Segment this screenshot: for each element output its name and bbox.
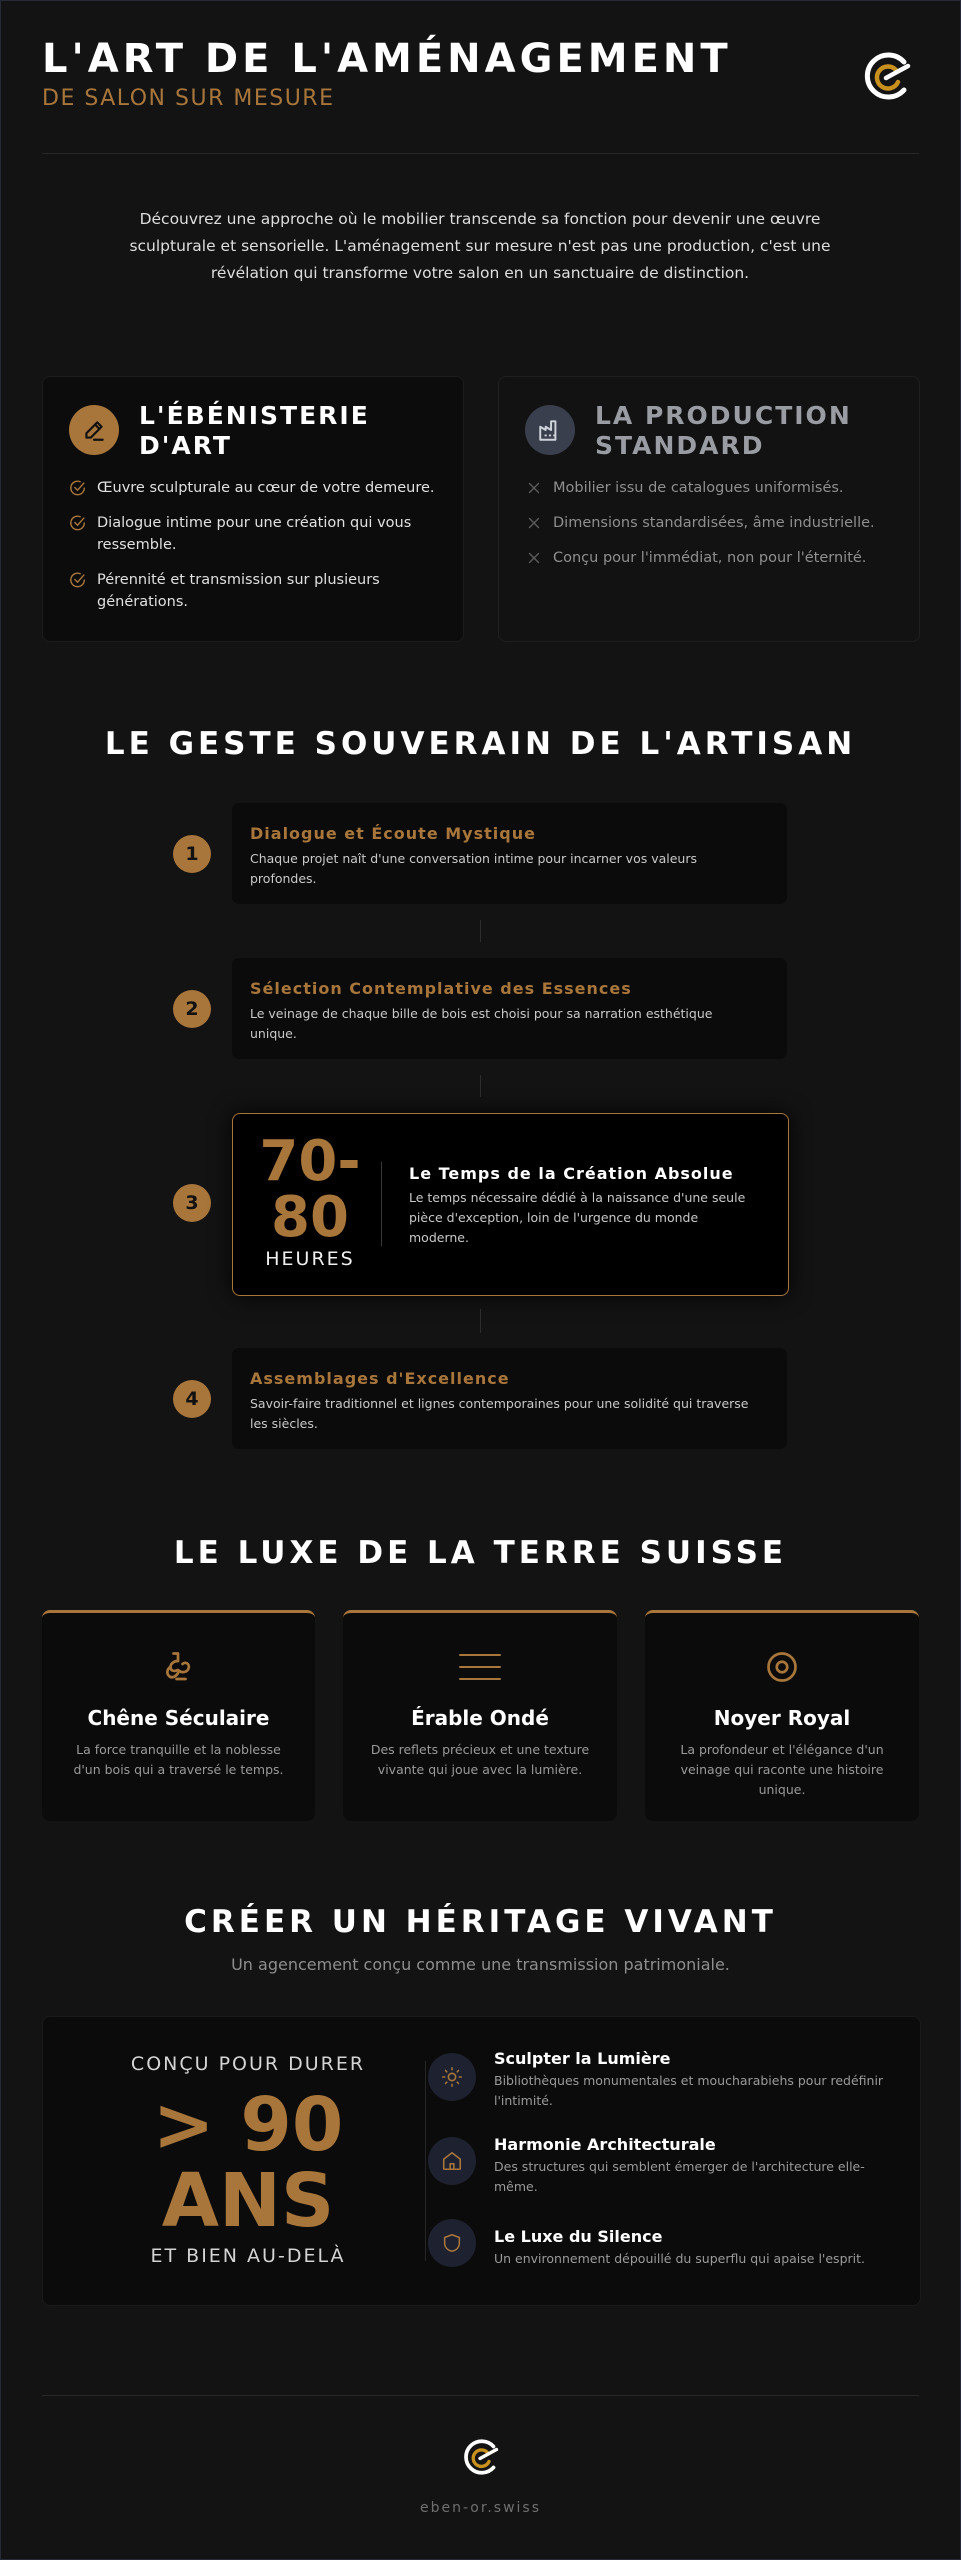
- step-3-title: Le Temps de la Création Absolue: [409, 1164, 734, 1183]
- heritage-item-1-title: Sculpter la Lumière: [494, 2049, 671, 2068]
- list-item: Conçu pour l'immédiat, non pour l'éternité.: [525, 547, 897, 569]
- heritage-item-1-desc: Bibliothèques monumentales et moucharabiehs pour redéfinir l'intimité.: [494, 2073, 884, 2108]
- wood-card-oak: [42, 1610, 315, 1821]
- wood-ring-icon: [764, 1649, 800, 1685]
- sun-icon: [428, 2053, 476, 2101]
- artisan-list: [69, 477, 441, 626]
- step-2-title: Sélection Contemplative des Essences: [250, 979, 632, 998]
- step-1-desc: Chaque projet naît d'une conversation intime pour incarner vos valeurs profondes.: [250, 851, 698, 886]
- step-3-desc: Le temps nécessaire dédié à la naissance d'une seule pièce d'exception, loin de l'urgence du monde moderne.: [409, 1190, 746, 1245]
- list-item: Mobilier issu de catalogues uniformisés.: [525, 477, 897, 499]
- step-2-card: [232, 958, 787, 1059]
- step-1-number: 1: [173, 835, 211, 873]
- step-connector: [480, 1075, 481, 1097]
- wood-desc-maple: Des reflets précieux et une texture vivante qui joue avec la lumière.: [370, 1742, 590, 1777]
- footer-domain-link[interactable]: eben-or.swiss: [419, 2500, 541, 2516]
- list-item: Dimensions standardisées, âme industrielle.: [525, 512, 897, 534]
- step-3-big-value: 70-80: [259, 1129, 361, 1250]
- wood-title-maple: Érable Ondé: [411, 1706, 549, 1730]
- heritage-title: CRÉER UN HÉRITAGE VIVANT: [184, 1904, 777, 1940]
- oak-leaf-icon: [160, 1649, 196, 1685]
- header-divider: [42, 153, 919, 154]
- factory-icon: [525, 405, 575, 455]
- standard-title: LA PRODUCTION STANDARD: [595, 401, 852, 460]
- heritage-item-3-title: Le Luxe du Silence: [494, 2227, 663, 2246]
- list-item: Pérennité et transmission sur plusieurs générations.: [69, 569, 441, 613]
- check-circle-icon: [69, 514, 87, 532]
- page-title: L'ART DE L'AMÉNAGEMENT: [42, 36, 732, 82]
- step-connector: [480, 1309, 481, 1333]
- woods-title: LE LUXE DE LA TERRE SUISSE: [173, 1535, 788, 1571]
- list-item: Œuvre sculpturale au cœur de votre demeure.: [69, 477, 441, 499]
- list-item: Dialogue intime pour une création qui vous ressemble.: [69, 512, 441, 556]
- x-icon: [525, 479, 543, 497]
- step-3-number: 3: [173, 1184, 211, 1222]
- step-1-title: Dialogue et Écoute Mystique: [250, 824, 536, 843]
- wood-card-maple: [343, 1610, 617, 1821]
- wavy-grain-icon: [458, 1649, 502, 1685]
- intro-text: Découvrez une approche où le mobilier transcende sa fonction pour devenir une œuvre sculpturale et sensorielle. L'aménagement sur mesure n'est pas une production, c'est une révélation qui transforme votre salon en un sanctuaire de distinction.: [129, 210, 831, 282]
- step-1-card: [232, 803, 787, 904]
- check-circle-icon: [69, 571, 87, 589]
- wood-desc-oak: La force tranquille et la noblesse d'un bois qui a traversé le temps.: [73, 1742, 284, 1777]
- eben-or-logo-icon[interactable]: [459, 2436, 501, 2478]
- heritage-unit: ANS: [161, 2158, 335, 2244]
- standard-list: [525, 477, 897, 582]
- feature-divider: [381, 1162, 382, 1246]
- artisan-card: [42, 376, 464, 642]
- wood-title-walnut: Noyer Royal: [713, 1706, 851, 1730]
- footer-divider: [42, 2395, 919, 2396]
- step-connector: [480, 920, 481, 942]
- heritage-item-3-desc: Un environnement dépouillé du superflu qui apaise l'esprit.: [494, 2251, 865, 2266]
- step-2-number: 2: [173, 990, 211, 1028]
- shield-icon: [428, 2219, 476, 2267]
- step-3-unit: HEURES: [265, 1248, 355, 1270]
- x-icon: [525, 514, 543, 532]
- pen-icon: [69, 405, 119, 455]
- x-icon: [525, 549, 543, 567]
- heritage-item-2-desc: Des structures qui semblent émerger de l'architecture elle-même.: [494, 2159, 865, 2194]
- eben-or-logo-icon[interactable]: [858, 48, 914, 104]
- standard-card: [498, 376, 920, 642]
- heritage-box: [42, 2016, 921, 2306]
- check-circle-icon: [69, 479, 87, 497]
- heritage-post: ET BIEN AU-DELÀ: [150, 2245, 346, 2267]
- step-3-feature-card: [232, 1113, 789, 1296]
- artisan-title: L'ÉBÉNISTERIE D'ART: [139, 401, 370, 460]
- heritage-item-2-title: Harmonie Architecturale: [494, 2135, 716, 2154]
- wood-title-oak: Chêne Séculaire: [87, 1706, 270, 1730]
- process-title: LE GESTE SOUVERAIN DE L'ARTISAN: [104, 726, 857, 762]
- step-2-desc: Le veinage de chaque bille de bois est choisi pour sa narration esthétique unique.: [250, 1006, 713, 1041]
- step-4-card: [232, 1348, 787, 1449]
- heritage-value: > 90: [152, 2082, 344, 2168]
- heritage-divider: [425, 2061, 426, 2261]
- step-4-desc: Savoir-faire traditionnel et lignes contemporaines pour une solidité qui traverse les siècles.: [250, 1396, 749, 1431]
- wood-card-walnut: [645, 1610, 919, 1821]
- step-4-number: 4: [173, 1380, 211, 1418]
- heritage-subtitle: Un agencement conçu comme une transmission patrimoniale.: [231, 1955, 730, 1974]
- heritage-pre: CONÇU POUR DURER: [130, 2053, 366, 2075]
- step-4-title: Assemblages d'Excellence: [250, 1369, 510, 1388]
- wood-desc-walnut: La profondeur et l'élégance d'un veinage qui raconte une histoire unique.: [680, 1742, 884, 1797]
- home-icon: [428, 2137, 476, 2185]
- page-subtitle: DE SALON SUR MESURE: [42, 86, 335, 111]
